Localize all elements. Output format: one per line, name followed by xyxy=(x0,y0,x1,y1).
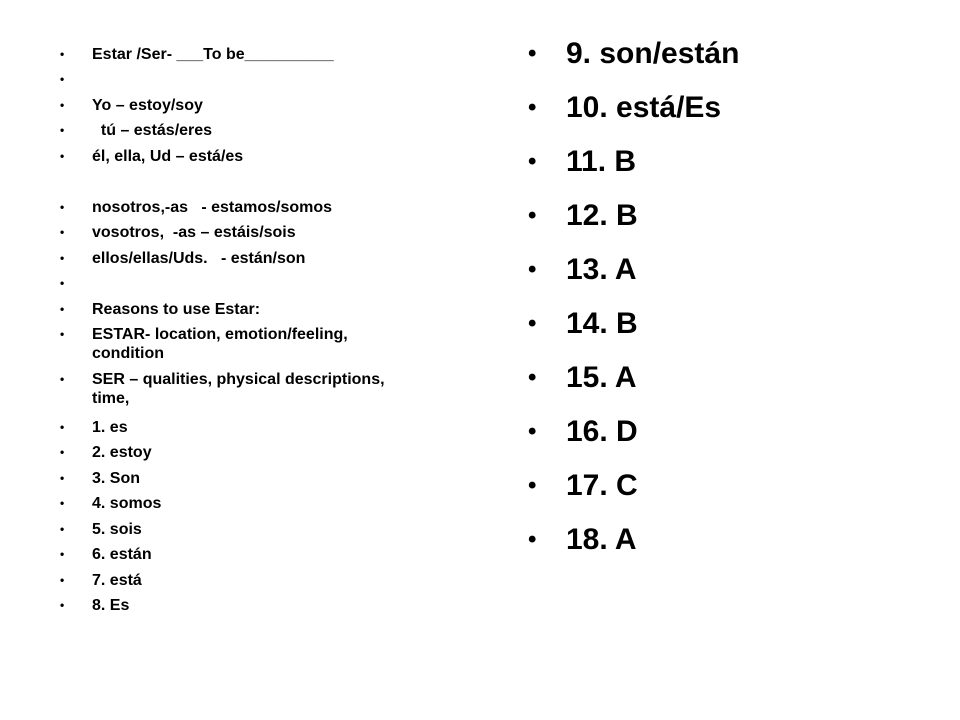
answer-text: 14. B xyxy=(566,307,638,340)
bullet-icon: • xyxy=(528,310,537,337)
list-item-text: 2. estoy xyxy=(92,444,152,461)
list-item-text: Reasons to use Estar: xyxy=(92,301,261,318)
list-item-text: 5. sois xyxy=(92,521,142,538)
right-bullet-list xyxy=(528,0,928,720)
bullet-icon: • xyxy=(60,276,65,290)
list-item-text: 3. Son xyxy=(92,470,141,487)
list-item-text: vosotros, -as – estáis/sois xyxy=(92,224,296,241)
answer-text: 12. B xyxy=(566,199,638,232)
list-item-text: 8. Es xyxy=(92,597,130,614)
bullet-icon: • xyxy=(60,200,65,214)
bullet-icon: • xyxy=(60,522,65,536)
bullet-icon: • xyxy=(528,526,537,553)
bullet-icon: • xyxy=(60,225,65,239)
bullet-icon: • xyxy=(60,251,65,265)
bullet-icon: • xyxy=(528,148,537,175)
answer-text: 13. A xyxy=(566,253,637,286)
answer-text: 16. D xyxy=(566,415,638,448)
bullet-icon: • xyxy=(60,573,65,587)
bullet-icon: • xyxy=(60,496,65,510)
list-item-text: ellos/ellas/Uds. - están/son xyxy=(92,250,306,267)
answer-text: 9. son/están xyxy=(566,37,740,70)
list-item-text: SER – qualities, physical descriptions, time, xyxy=(92,371,389,407)
bullet-icon: • xyxy=(60,72,65,86)
list-item-text: nosotros,-as - estamos/somos xyxy=(92,199,333,216)
answer-text: 17. C xyxy=(566,469,638,502)
bullet-icon: • xyxy=(528,364,537,391)
bullet-icon: • xyxy=(528,40,537,67)
list-item-text: Estar /Ser- ___To be__________ xyxy=(92,46,334,63)
bullet-icon: • xyxy=(60,372,65,386)
bullet-icon: • xyxy=(528,202,537,229)
bullet-icon: • xyxy=(60,598,65,612)
list-item-text: Yo – estoy/soy xyxy=(92,97,203,114)
bullet-icon: • xyxy=(60,445,65,459)
answer-text: 18. A xyxy=(566,523,637,556)
bullet-icon: • xyxy=(60,420,65,434)
bullet-icon: • xyxy=(528,94,537,121)
list-item-text: ESTAR- location, emotion/feeling, condition xyxy=(92,326,353,362)
bullet-icon: • xyxy=(60,98,65,112)
list-item-text: tú – estás/eres xyxy=(92,122,213,139)
list-item-text: 6. están xyxy=(92,546,152,563)
list-item-text: 4. somos xyxy=(92,495,162,512)
bullet-icon: • xyxy=(60,302,65,316)
bullet-icon: • xyxy=(528,256,537,283)
bullet-icon: • xyxy=(528,472,537,499)
answer-text: 11. B xyxy=(566,145,637,178)
answer-text: 15. A xyxy=(566,361,637,394)
list-item-text: él, ella, Ud – está/es xyxy=(92,148,244,165)
bullet-icon: • xyxy=(60,123,65,137)
answer-text: 10. está/Es xyxy=(566,91,722,124)
bullet-icon: • xyxy=(60,547,65,561)
list-item-text: 1. es xyxy=(92,419,128,436)
bullet-icon: • xyxy=(60,327,65,341)
bullet-icon: • xyxy=(60,47,65,61)
list-item-text: 7. está xyxy=(92,572,142,589)
bullet-icon: • xyxy=(60,471,65,485)
left-bullet-list xyxy=(60,0,420,720)
bullet-icon: • xyxy=(528,418,537,445)
bullet-icon: • xyxy=(60,149,65,163)
